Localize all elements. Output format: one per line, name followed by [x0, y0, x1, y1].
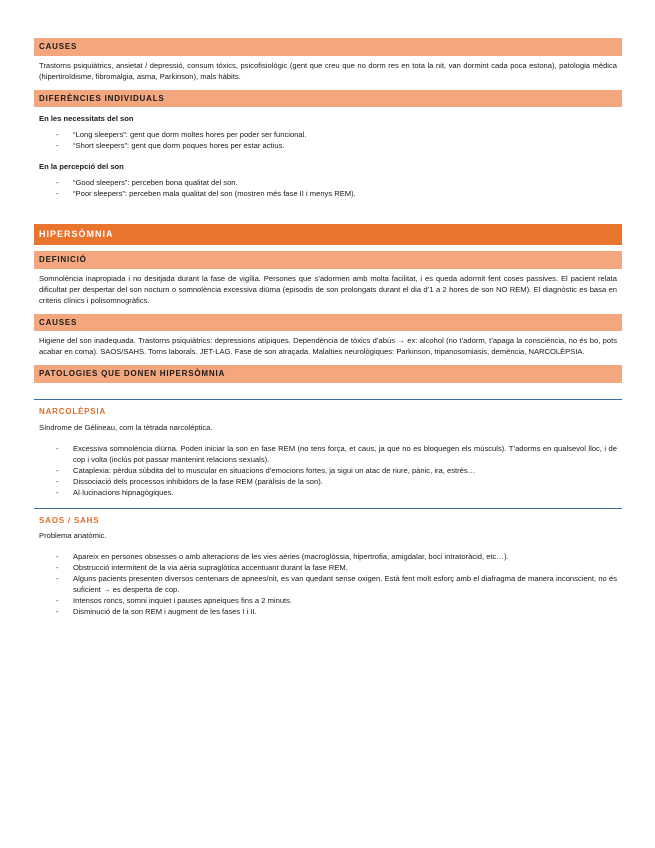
list-item: - Alguns pacients presenten diversos centenars de apnees/nit, es van quedant sense oxigen. Està fent molt esforç amb el diafragma de manera inconscient, no és suficient → es desperta de cop. — [56, 573, 617, 595]
list-item: - “Good sleepers”: perceben bona qualitat del son. — [56, 177, 617, 188]
narcolepsia-intro: Síndrome de Gélineau, com la tètrada narcoléptica. — [39, 422, 213, 432]
list-item: - Obstrucció intermitent de la via aèria supraglòtica accentuant durant la fase REM. — [56, 562, 617, 573]
list-narcolepsia — [34, 433, 622, 498]
causes-hipersomnia-paragraph: Higiene del son inadequada. Trastorns psiquiàtrics: depressions atípiques. Dependència de tòxics d’abús → ex: alcohol (no t’adorm, t’apaga la consciència, no és bo, pots acabar en coma). SAOS/SAHS. Torns laborals. JET-LAG. Fase de son atraçada. Malalties neurològiques: Parkinson, tripanosomiasis, demència, NARCOLÈPSIA. — [39, 336, 617, 357]
section-header-diferencies-individuals: DIFERÈNCIES INDIVIDUALS — [34, 90, 622, 108]
list-item: - Disminució de la son REM i augment de les fases I i II. — [56, 606, 617, 617]
section-header-hipersomnia: HIPERSÒMNIA — [34, 224, 622, 245]
subheading-narcolepsia: NARCOLÈPSIA — [39, 407, 107, 417]
document-page — [34, 38, 622, 617]
list-saos — [34, 541, 622, 617]
section-header-patologies: PATOLOGIES QUE DONEN HIPERSÒMNIA — [34, 365, 622, 383]
list-item: - “Poor sleepers”: perceben mala qualitat del son (mostren més fase II i menys REM). — [56, 188, 617, 199]
list-item: - Apareix en persones obsesses o amb alteracions de les vies aèries (macroglòssia, hipertrofia, amigdalar, boci intratoràcid, etc…). — [56, 551, 617, 562]
saos-intro: Problema anatòmic. — [39, 531, 107, 541]
definicio-paragraph: Somnolència inapropiada i no desitjada durant la fase de vigília. Persones que s’adormen amb molta facilitat, i es queda adormit fent coses passives. El pacient relata dificultat per despertar del son nocturn o somnolència excessiva diürna (episodis de son prolongats durant el dia d’1 a 2 hores de son NO REM). El diagnòstic es basa en criteris clínics i polisomnogràfics. — [39, 273, 617, 305]
list-item: - Cataplexia: pèrdua súbdita del to muscular en situacions d’emocions fortes, ja sigui un atac de riure, pànic, ira, estrès… — [56, 465, 617, 476]
list-item: - “Short sleepers”: gent que dorm poques hores per estar actius. — [56, 140, 617, 151]
section-header-definicio: DEFINICIÓ — [34, 251, 622, 269]
list-item: - Dissociació dels processos inhibidors de la fase REM (paràlisis de la son). — [56, 476, 617, 487]
list-item: - Al·lucinacions hipnagògiques. — [56, 487, 617, 498]
section-header-causes-hipersomnia: CAUSES — [34, 314, 622, 332]
list-item: - Excessiva somnolència diürna. Poden iniciar la son en fase REM (no tens força, et caus, ja que no es bloquegen els músculs). T’adorms en qualsevol lloc, i de cop i volta (inclús pot passar mantenint relacions sexuals). — [56, 443, 617, 465]
subheading-percepcio: En la percepció del son — [39, 162, 124, 172]
list-percepcio — [34, 172, 622, 199]
causes-paragraph: Trastorns psiquiàtrics, ansietat / depressió, consum tòxics, psicofisiològic (gent que creu que no dorm res en tota la nit, van dormint cada poca estona), patologia mèdica (hipertiroïdisme, fibromalgia, asma, Parkinson), mals hàbits. — [39, 60, 617, 81]
list-necessitats — [34, 124, 622, 151]
list-item: - Intensos roncs, somni inquiet i pauses apneiques fins a 2 minuts. — [56, 595, 617, 606]
list-item: - “Long sleepers”: gent que dorm moltes hores per poder ser funcional. — [56, 129, 617, 140]
subheading-saos: SAOS / SAHS — [39, 515, 100, 525]
subheading-necessitats: En les necessitats del son — [39, 114, 134, 124]
section-header-causes: CAUSES — [34, 38, 622, 56]
